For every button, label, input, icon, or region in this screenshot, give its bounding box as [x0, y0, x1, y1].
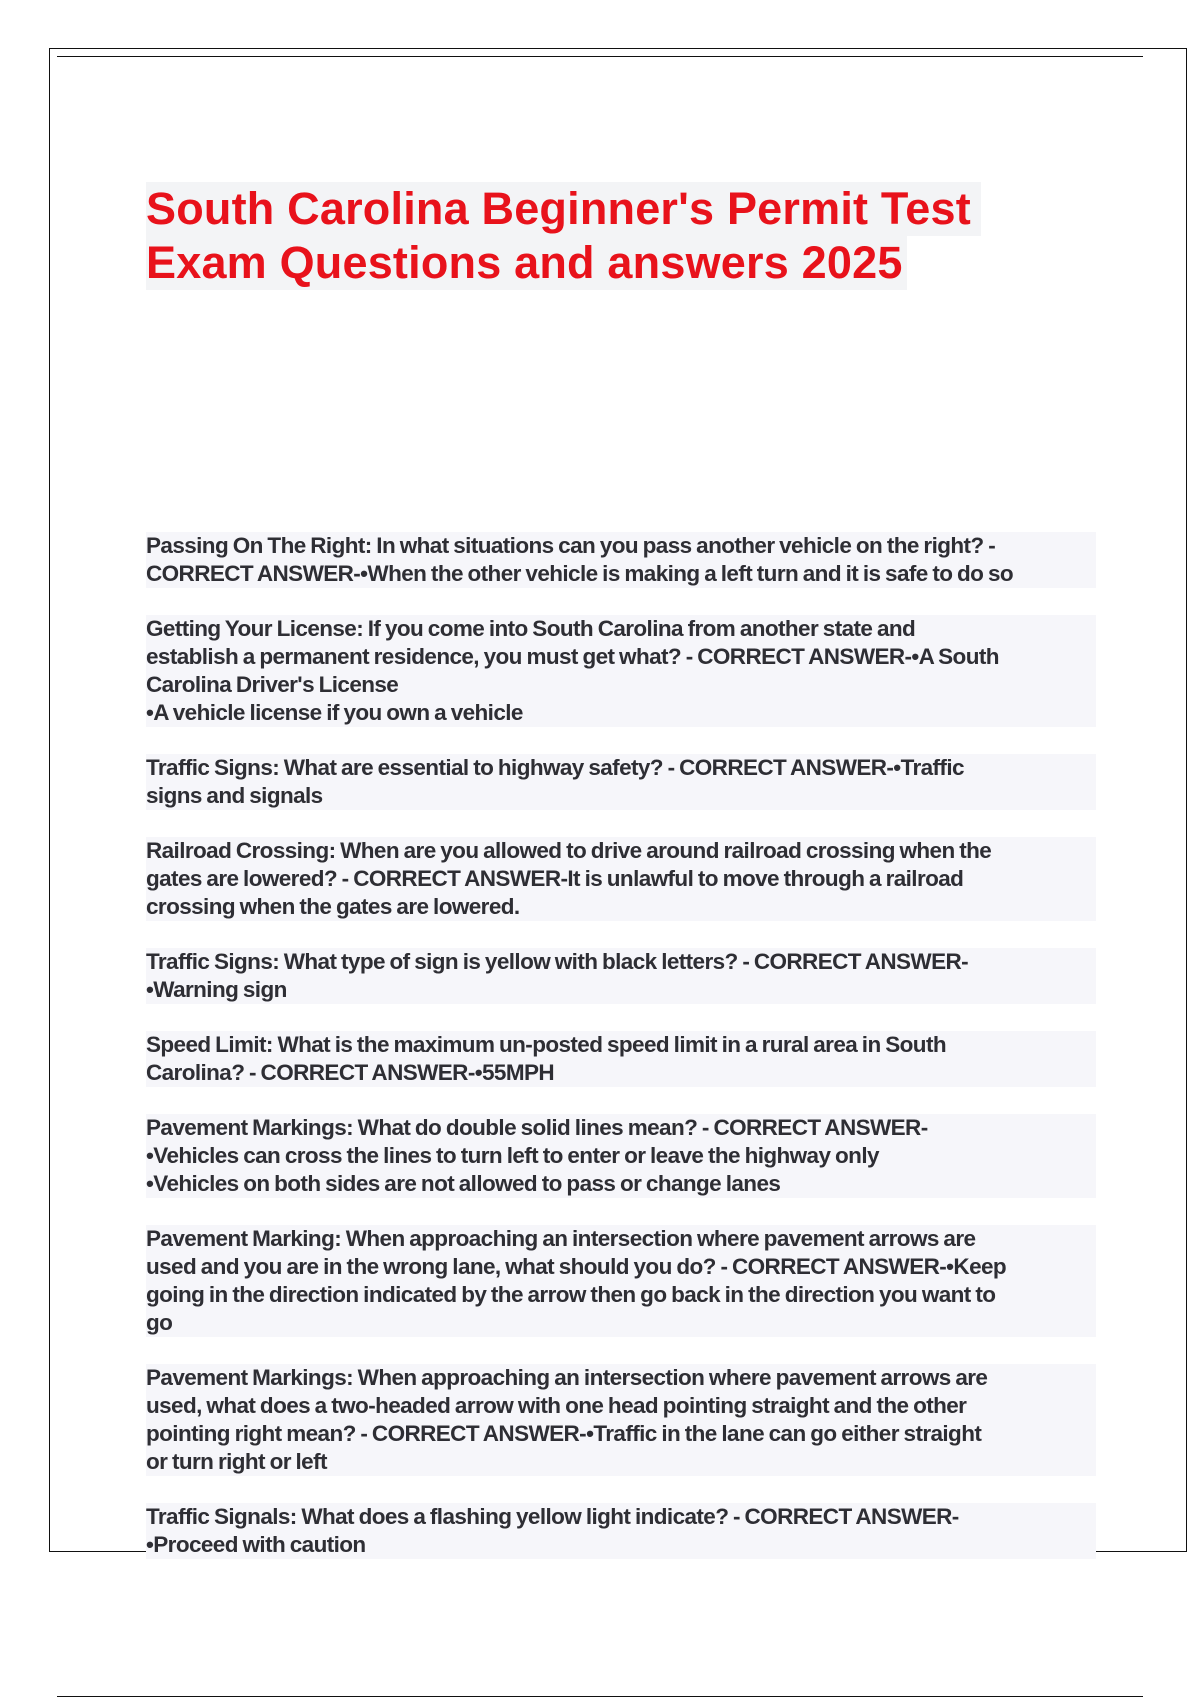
qa-line: Traffic Signals: What does a flashing yellow light indicate? - CORRECT ANSWER-: [146, 1504, 959, 1529]
qa-line: Getting Your License: If you come into South Carolina from another state and: [146, 616, 916, 641]
qa-line: Speed Limit: What is the maximum un-posted speed limit in a rural area in South: [146, 1032, 946, 1057]
top-rule: [57, 56, 1143, 57]
qa-item: [146, 1503, 1096, 1559]
qa-line: or turn right or left: [146, 1449, 327, 1474]
qa-line: Railroad Crossing: When are you allowed to drive around railroad crossing when the: [146, 838, 992, 863]
qa-line: Traffic Signs: What type of sign is yellow with black letters? - CORRECT ANSWER-: [146, 949, 969, 974]
qa-line: CORRECT ANSWER-•When the other vehicle is making a left turn and it is safe to do so: [146, 561, 1013, 586]
qa-line: •Vehicles on both sides are not allowed to pass or change lanes: [146, 1171, 781, 1196]
qa-line: •A vehicle license if you own a vehicle: [146, 700, 523, 725]
qa-line: Passing On The Right: In what situations can you pass another vehicle on the right? -: [146, 533, 996, 558]
qa-list: [146, 532, 1096, 1586]
qa-line: crossing when the gates are lowered.: [146, 894, 520, 919]
qa-line: establish a permanent residence, you must get what? - CORRECT ANSWER-•A South: [146, 644, 999, 669]
qa-item: [146, 1031, 1096, 1087]
qa-line: Carolina? - CORRECT ANSWER-•55MPH: [146, 1060, 555, 1085]
title-line-2: Exam Questions and answers 2025: [146, 236, 907, 290]
qa-line: used, what does a two-headed arrow with one head pointing straight and the other: [146, 1393, 967, 1418]
qa-item: [146, 615, 1096, 727]
qa-item: [146, 1364, 1096, 1476]
title-line-1: South Carolina Beginner's Permit Test: [146, 182, 981, 236]
qa-line: Pavement Markings: What do double solid lines mean? - CORRECT ANSWER-: [146, 1115, 928, 1140]
document-title: [146, 182, 1006, 290]
qa-line: Pavement Marking: When approaching an intersection where pavement arrows are: [146, 1226, 976, 1251]
qa-item: [146, 1225, 1096, 1337]
qa-line: used and you are in the wrong lane, what should you do? - CORRECT ANSWER-•Keep: [146, 1254, 1007, 1279]
qa-line: go: [146, 1310, 173, 1335]
qa-item: [146, 948, 1096, 1004]
bottom-rule: [57, 1696, 1143, 1697]
qa-item: [146, 754, 1096, 810]
qa-item: [146, 532, 1096, 588]
qa-item: [146, 1114, 1096, 1198]
qa-line: •Vehicles can cross the lines to turn left to enter or leave the highway only: [146, 1143, 879, 1168]
qa-line: Traffic Signs: What are essential to highway safety? - CORRECT ANSWER-•Traffic: [146, 755, 964, 780]
qa-line: pointing right mean? - CORRECT ANSWER-•Traffic in the lane can go either straight: [146, 1421, 982, 1446]
qa-line: going in the direction indicated by the arrow then go back in the direction you want to: [146, 1282, 996, 1307]
qa-line: gates are lowered? - CORRECT ANSWER-It is unlawful to move through a railroad: [146, 866, 964, 891]
qa-line: Carolina Driver's License: [146, 672, 399, 697]
qa-line: Pavement Markings: When approaching an intersection where pavement arrows are: [146, 1365, 988, 1390]
qa-line: signs and signals: [146, 783, 323, 808]
qa-item: [146, 837, 1096, 921]
qa-line: •Warning sign: [146, 977, 287, 1002]
qa-line: •Proceed with caution: [146, 1532, 366, 1557]
